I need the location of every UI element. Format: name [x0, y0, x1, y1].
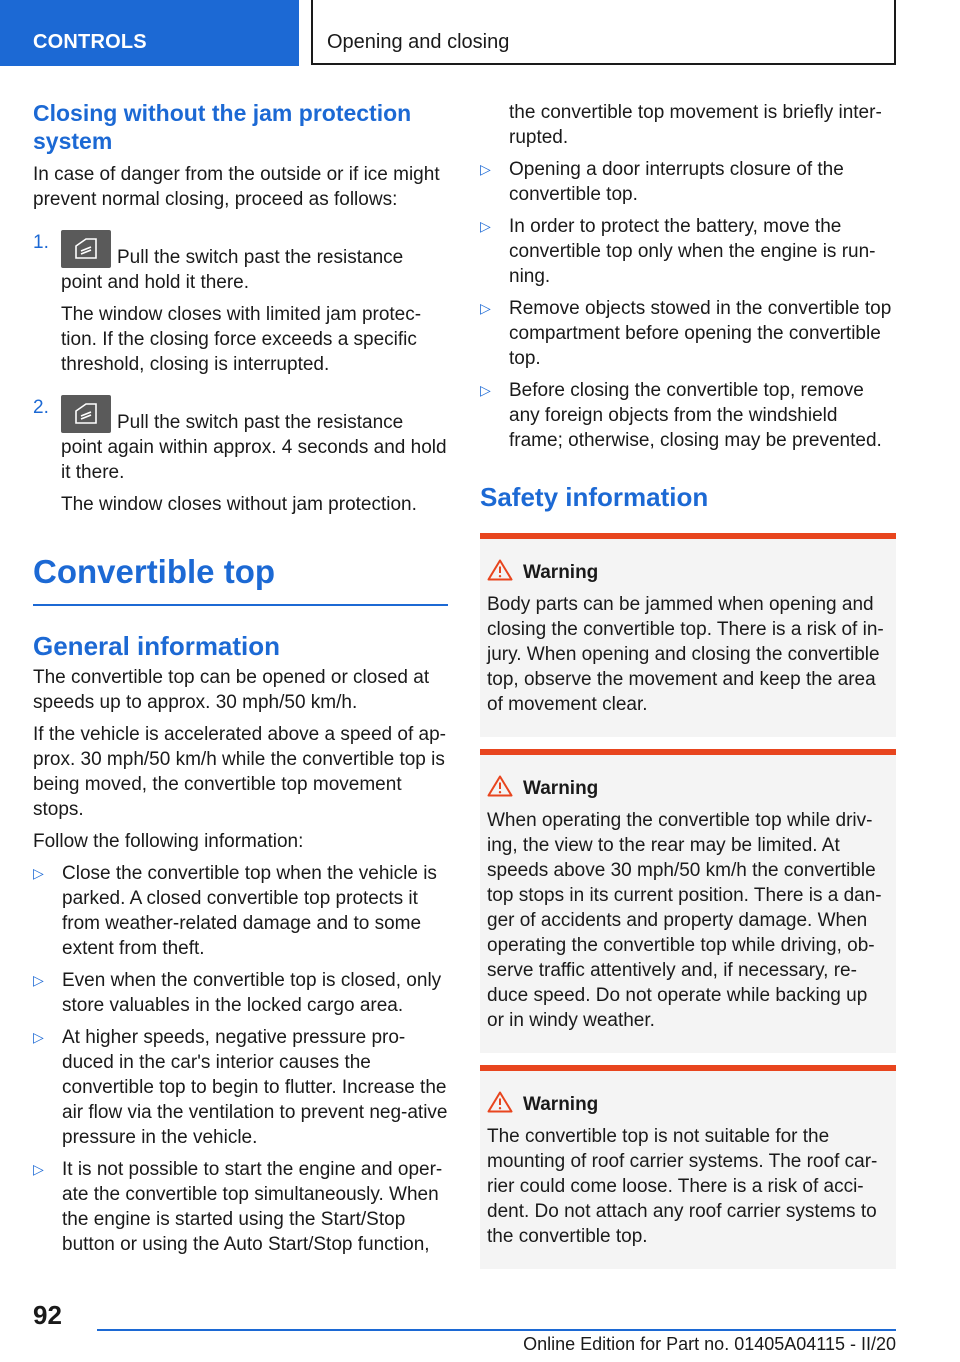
- list-item: ▷ Opening a door interrupts closure of the convertible top.: [480, 159, 844, 205]
- safety-heading: Safety information: [480, 482, 709, 512]
- step-subtext: The window closes without jam protection.: [61, 494, 417, 515]
- triangle-bullet-icon: ▷: [480, 382, 491, 398]
- triangle-bullet-icon: ▷: [480, 300, 491, 316]
- footer-divider: [97, 1329, 896, 1331]
- list-item: ▷ Before closing the convertible top, remove any foreign objects from the windshield frame; otherwise, closing may be prevented.: [480, 380, 882, 451]
- triangle-bullet-icon: ▷: [33, 1029, 44, 1045]
- list-item: ▷ Even when the convertible top is closed, only store valuables in the locked cargo area.: [33, 970, 442, 1016]
- continued-text: the convertible top movement is briefly inter-rupted.: [509, 102, 882, 148]
- step-number: 2.: [33, 397, 49, 418]
- list-item: ▷ At higher speeds, negative pressure pro-duced in the car's interior causes the convertible top to begin to flutter. Increase the air flow via the ventilation to prevent neg-ative pressure in the vehicle.: [33, 1027, 448, 1148]
- bullet-list: [33, 861, 448, 1257]
- general-paragraph: Follow the following information:: [33, 831, 304, 852]
- chapter-title: Opening and closing: [311, 0, 896, 65]
- triangle-bullet-icon: ▷: [480, 218, 491, 234]
- warning-title: Warning: [487, 1091, 889, 1117]
- triangle-bullet-icon: ▷: [33, 1161, 44, 1177]
- warning-title: Warning: [487, 775, 889, 801]
- triangle-bullet-icon: ▷: [480, 161, 491, 177]
- warning-text: When operating the convertible top while driv-ing, the view to the rear may be limited. At speeds above 30 mph/50 km/h the convertible top stops in its current position. There is a dan-ger of accidents and property damage. When operating the convertible top while driving, ob-serve traffic attentively and, if necessary, re-duce speed. Do not operate while backing up or in windy weather.: [487, 810, 882, 1031]
- warning-text: The convertible top is not suitable for the mounting of roof carrier systems. The roof car-rier could come loose. There is a risk of acci-dent. Do not attach any roof carrier systems to the convertible top.: [487, 1126, 878, 1247]
- general-heading: General information: [33, 631, 281, 661]
- left-column: [33, 100, 448, 1264]
- footer-edition: Online Edition for Part no. 01405A04115 - II/20: [523, 1334, 896, 1354]
- warning-box: [480, 749, 896, 1053]
- convertible-heading: Convertible top: [33, 552, 448, 606]
- step-item: [33, 230, 448, 377]
- triangle-bullet-icon: ▷: [33, 972, 44, 988]
- step-subtext: The window closes with limited jam protec-tion. If the closing force exceeds a specific threshold, closing is interrupted.: [61, 304, 422, 375]
- list-item: ▷ It is not possible to start the engine and oper-ate the convertible top simultaneously. When the engine is started using the Start/Stop button or using the Auto Start/Stop function,: [33, 1159, 443, 1255]
- warning-triangle-icon: [487, 559, 513, 581]
- list-item: ▷ Remove objects stowed in the convertible top compartment before opening the convertible top.: [480, 298, 892, 369]
- step-item: [33, 395, 448, 517]
- window-switch-icon: [61, 230, 111, 268]
- warning-title: Warning: [487, 559, 889, 585]
- window-switch-icon: [61, 395, 111, 433]
- step-number: 1.: [33, 232, 49, 253]
- warning-box: [480, 533, 896, 737]
- general-paragraph: If the vehicle is accelerated above a speed of ap-prox. 30 mph/50 km/h while the convertible top is being moved, the convertible top movement stops.: [33, 724, 446, 820]
- list-item: ▷ Close the convertible top when the vehicle is parked. A closed convertible top protects it from weather-related damage and to some extent from theft.: [33, 863, 437, 959]
- page-number: 92: [33, 1300, 62, 1330]
- closing-intro: In case of danger from the outside or if ice might prevent normal closing, proceed as follows:: [33, 164, 440, 210]
- warning-triangle-icon: [487, 775, 513, 797]
- warning-triangle-icon: [487, 1091, 513, 1113]
- warning-text: Body parts can be jammed when opening and closing the convertible top. There is a risk of in-jury. When opening and closing the convertible top, observe the movement and keep the area of movement clear.: [487, 594, 884, 715]
- list-item: ▷ In order to protect the battery, move the convertible top only when the engine is run-ning.: [480, 216, 876, 287]
- step-text: Pull the switch past the resistance point again within approx. 4 seconds and hold it there.: [61, 412, 447, 483]
- general-paragraph: The convertible top can be opened or closed at speeds up to approx. 30 mph/50 km/h.: [33, 667, 430, 713]
- closing-heading: Closing without the jam protection system: [33, 100, 412, 154]
- triangle-bullet-icon: ▷: [33, 865, 44, 881]
- section-tab: CONTROLS: [0, 0, 299, 66]
- step-text: Pull the switch past the resistance point and hold it there.: [61, 247, 404, 293]
- warning-box: [480, 1065, 896, 1269]
- right-column: [480, 100, 896, 1281]
